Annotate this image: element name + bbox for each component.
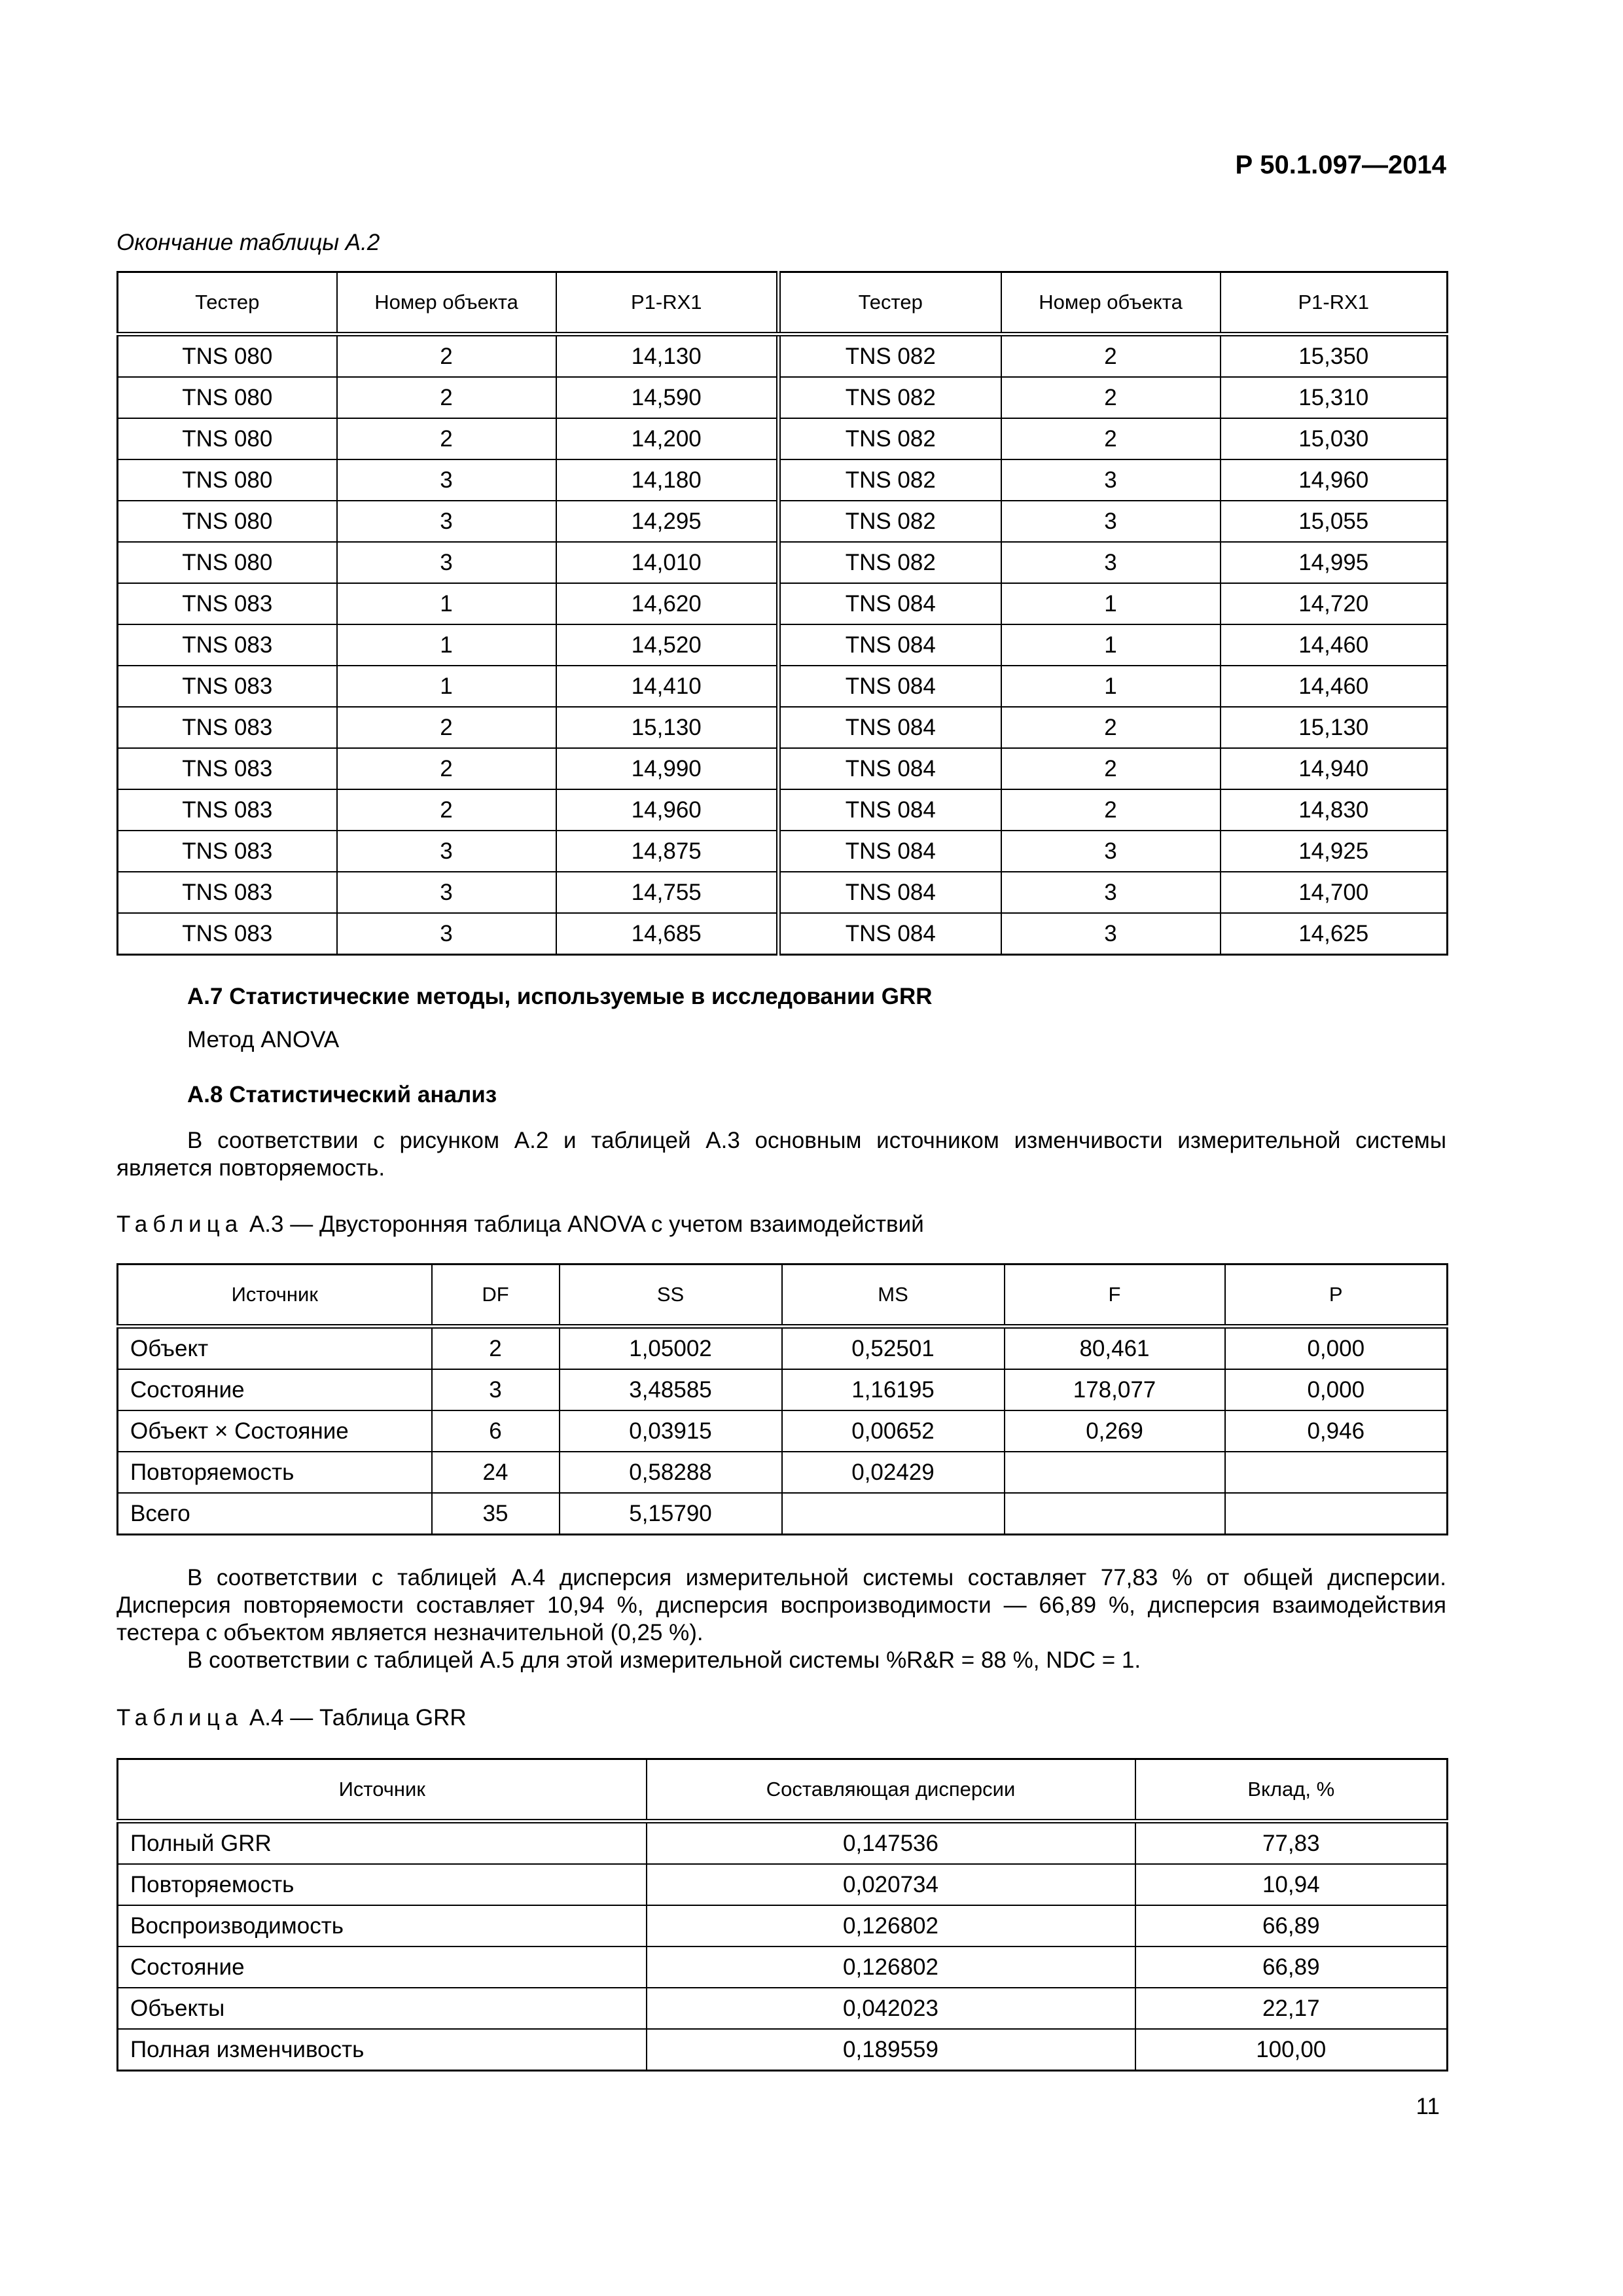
table-cell: 14,720 bbox=[1221, 583, 1448, 624]
table-row bbox=[118, 418, 1448, 459]
table-header-row bbox=[118, 1265, 1448, 1327]
table-row bbox=[118, 666, 1448, 707]
table-a4-caption-prefix: Таблица bbox=[116, 1705, 243, 1731]
table-cell: Состояние bbox=[118, 1946, 647, 1988]
table-cell: 14,620 bbox=[556, 583, 779, 624]
table-cell: 10,94 bbox=[1135, 1864, 1448, 1905]
column-header: Составляющая дисперсии bbox=[647, 1759, 1135, 1821]
table-row bbox=[118, 459, 1448, 501]
table-a4-caption-text: А.4 — Таблица GRR bbox=[243, 1705, 467, 1731]
table-cell: 14,685 bbox=[556, 913, 779, 955]
table-cell: TNS 083 bbox=[118, 707, 337, 748]
table-header-row bbox=[118, 272, 1448, 334]
table-cell: 3 bbox=[337, 459, 556, 501]
table-cell: TNS 083 bbox=[118, 666, 337, 707]
table-cell: 0,000 bbox=[1225, 1327, 1448, 1370]
table-cell: 3,48585 bbox=[560, 1369, 782, 1410]
table-cell: 5,15790 bbox=[560, 1493, 782, 1535]
table-cell: 0,000 bbox=[1225, 1369, 1448, 1410]
table-cell: 0,03915 bbox=[560, 1410, 782, 1452]
table-cell: 15,055 bbox=[1221, 501, 1448, 542]
table-cell: 6 bbox=[432, 1410, 560, 1452]
table-cell: TNS 084 bbox=[779, 707, 1001, 748]
table-cell: TNS 080 bbox=[118, 501, 337, 542]
table-cell: TNS 083 bbox=[118, 789, 337, 831]
table-a4 bbox=[116, 1758, 1448, 2072]
section-a8-heading: А.8 Статистический анализ bbox=[187, 1082, 497, 1107]
table-cell: 3 bbox=[1001, 831, 1221, 872]
table-cell: Всего bbox=[118, 1493, 432, 1535]
table-row bbox=[118, 748, 1448, 789]
column-header: Тестер bbox=[779, 272, 1001, 334]
table-cell: Полный GRR bbox=[118, 1821, 647, 1865]
table-cell: TNS 083 bbox=[118, 748, 337, 789]
table-cell: 77,83 bbox=[1135, 1821, 1448, 1865]
table-cell: 2 bbox=[337, 707, 556, 748]
table-cell: 35 bbox=[432, 1493, 560, 1535]
table-row bbox=[118, 1327, 1448, 1370]
column-header: Номер объекта bbox=[337, 272, 556, 334]
analysis-paragraphs bbox=[116, 1564, 1446, 1674]
table-row bbox=[118, 1988, 1448, 2029]
table-cell: 1 bbox=[1001, 583, 1221, 624]
table-cell: TNS 082 bbox=[779, 334, 1001, 378]
table-cell: 2 bbox=[1001, 418, 1221, 459]
table-cell: 14,925 bbox=[1221, 831, 1448, 872]
table-cell: 3 bbox=[337, 913, 556, 955]
table-cell: 22,17 bbox=[1135, 1988, 1448, 2029]
table-cell: Объекты bbox=[118, 1988, 647, 2029]
table-row bbox=[118, 1493, 1448, 1535]
table-cell: TNS 080 bbox=[118, 418, 337, 459]
table-a2-caption: Окончание таблицы А.2 bbox=[116, 230, 380, 255]
table-cell: TNS 084 bbox=[779, 748, 1001, 789]
document-code: Р 50.1.097—2014 bbox=[1235, 151, 1446, 179]
table-cell: 1,05002 bbox=[560, 1327, 782, 1370]
table-cell: Повторяемость bbox=[118, 1864, 647, 1905]
table-a4-caption bbox=[116, 1704, 467, 1732]
table-row bbox=[118, 377, 1448, 418]
table-cell: Полная изменчивость bbox=[118, 2029, 647, 2071]
table-row bbox=[118, 334, 1448, 378]
section-a7-text: Метод ANOVA bbox=[187, 1027, 340, 1052]
column-header: SS bbox=[560, 1265, 782, 1327]
table-a2 bbox=[116, 271, 1448, 956]
section-a8-paragraph-block bbox=[116, 1127, 1446, 1182]
table-cell: 14,830 bbox=[1221, 789, 1448, 831]
table-cell: 14,990 bbox=[556, 748, 779, 789]
table-cell bbox=[1225, 1452, 1448, 1493]
analysis-paragraph-2: В соответствии с таблицей А.5 для этой измерительной системы %R&R = 88 %, NDC = 1. bbox=[187, 1647, 1141, 1673]
column-header: Вклад, % bbox=[1135, 1759, 1448, 1821]
table-cell: 80,461 bbox=[1005, 1327, 1225, 1370]
table-cell: 14,460 bbox=[1221, 624, 1448, 666]
table-row bbox=[118, 1946, 1448, 1988]
table-cell: TNS 084 bbox=[779, 831, 1001, 872]
table-cell: 0,02429 bbox=[782, 1452, 1005, 1493]
column-header: P1-RX1 bbox=[556, 272, 779, 334]
table-cell: 2 bbox=[1001, 789, 1221, 831]
table-cell: 0,126802 bbox=[647, 1946, 1135, 1988]
table-row bbox=[118, 501, 1448, 542]
table-row bbox=[118, 1410, 1448, 1452]
table-row bbox=[118, 872, 1448, 913]
table-cell: TNS 083 bbox=[118, 872, 337, 913]
table-row bbox=[118, 1864, 1448, 1905]
table-cell: 0,126802 bbox=[647, 1905, 1135, 1946]
table-cell bbox=[782, 1493, 1005, 1535]
table-cell: 2 bbox=[432, 1327, 560, 1370]
section-a8-paragraph: В соответствии с рисунком А.2 и таблицей А.3 основным источником изменчивости измерительной системы является повторяемость. bbox=[116, 1128, 1446, 1181]
table-cell: 14,590 bbox=[556, 377, 779, 418]
table-cell: 1 bbox=[1001, 624, 1221, 666]
table-cell: TNS 080 bbox=[118, 377, 337, 418]
table-cell: TNS 084 bbox=[779, 624, 1001, 666]
table-cell: 2 bbox=[1001, 707, 1221, 748]
table-cell: 66,89 bbox=[1135, 1905, 1448, 1946]
table-cell: 0,52501 bbox=[782, 1327, 1005, 1370]
column-header: F bbox=[1005, 1265, 1225, 1327]
column-header: Тестер bbox=[118, 272, 337, 334]
table-cell: 2 bbox=[337, 377, 556, 418]
table-cell: 2 bbox=[1001, 334, 1221, 378]
table-cell: 0,189559 bbox=[647, 2029, 1135, 2071]
table-cell bbox=[1005, 1452, 1225, 1493]
section-a7-heading: А.7 Статистические методы, используемые в исследовании GRR bbox=[187, 984, 933, 1009]
column-header: DF bbox=[432, 1265, 560, 1327]
table-cell: 14,960 bbox=[556, 789, 779, 831]
table-cell: 3 bbox=[1001, 872, 1221, 913]
table-cell: 14,520 bbox=[556, 624, 779, 666]
table-cell: 1,16195 bbox=[782, 1369, 1005, 1410]
table-cell: 178,077 bbox=[1005, 1369, 1225, 1410]
table-cell: 2 bbox=[337, 334, 556, 378]
table-cell: TNS 084 bbox=[779, 872, 1001, 913]
table-a3 bbox=[116, 1263, 1448, 1535]
table-cell: 15,130 bbox=[556, 707, 779, 748]
table-a3-caption-prefix: Таблица bbox=[116, 1211, 243, 1237]
analysis-paragraph-1: В соответствии с таблицей А.4 дисперсия измерительной системы составляет 77,83 % от общей дисперсии. Дисперсия повторяемости составляет 10,94 %, дисперсия воспроизводимости — 66,89 %, дисперсия взаимодействия тестера с объектом является незначительной (0,25 %). bbox=[116, 1565, 1446, 1645]
column-header: Источник bbox=[118, 1759, 647, 1821]
table-cell bbox=[1005, 1493, 1225, 1535]
table-row bbox=[118, 1369, 1448, 1410]
table-row bbox=[118, 542, 1448, 583]
table-cell: 14,875 bbox=[556, 831, 779, 872]
table-cell: 0,042023 bbox=[647, 1988, 1135, 2029]
table-cell: Объект × Состояние bbox=[118, 1410, 432, 1452]
table-cell: 14,755 bbox=[556, 872, 779, 913]
column-header: MS bbox=[782, 1265, 1005, 1327]
table-cell: 3 bbox=[1001, 459, 1221, 501]
table-cell: TNS 083 bbox=[118, 583, 337, 624]
table-cell: 15,310 bbox=[1221, 377, 1448, 418]
table-cell: 0,147536 bbox=[647, 1821, 1135, 1865]
table-cell: 14,130 bbox=[556, 334, 779, 378]
table-cell: Объект bbox=[118, 1327, 432, 1370]
table-header-row bbox=[118, 1759, 1448, 1821]
table-cell: 15,030 bbox=[1221, 418, 1448, 459]
table-cell: 3 bbox=[1001, 913, 1221, 955]
table-cell: 14,625 bbox=[1221, 913, 1448, 955]
table-cell: 1 bbox=[337, 583, 556, 624]
table-cell: TNS 082 bbox=[779, 418, 1001, 459]
column-header: P1-RX1 bbox=[1221, 272, 1448, 334]
table-cell: 14,460 bbox=[1221, 666, 1448, 707]
table-cell: Воспроизводимость bbox=[118, 1905, 647, 1946]
table-cell: 100,00 bbox=[1135, 2029, 1448, 2071]
table-cell: 14,200 bbox=[556, 418, 779, 459]
table-row bbox=[118, 624, 1448, 666]
table-cell: TNS 083 bbox=[118, 831, 337, 872]
table-cell: 14,410 bbox=[556, 666, 779, 707]
table-cell: 1 bbox=[1001, 666, 1221, 707]
column-header: Источник bbox=[118, 1265, 432, 1327]
table-cell: 14,180 bbox=[556, 459, 779, 501]
table-cell: 14,295 bbox=[556, 501, 779, 542]
table-cell: 2 bbox=[337, 418, 556, 459]
table-cell bbox=[1225, 1493, 1448, 1535]
table-cell: 3 bbox=[337, 872, 556, 913]
table-cell: 14,010 bbox=[556, 542, 779, 583]
table-cell: 14,960 bbox=[1221, 459, 1448, 501]
table-cell: 14,995 bbox=[1221, 542, 1448, 583]
table-cell: 1 bbox=[337, 624, 556, 666]
table-cell: 0,269 bbox=[1005, 1410, 1225, 1452]
table-cell: TNS 084 bbox=[779, 583, 1001, 624]
table-cell: TNS 083 bbox=[118, 624, 337, 666]
table-cell: 3 bbox=[432, 1369, 560, 1410]
table-cell: 3 bbox=[337, 542, 556, 583]
table-cell: 15,350 bbox=[1221, 334, 1448, 378]
table-row bbox=[118, 789, 1448, 831]
table-cell: TNS 082 bbox=[779, 501, 1001, 542]
table-cell: 0,020734 bbox=[647, 1864, 1135, 1905]
table-cell: Повторяемость bbox=[118, 1452, 432, 1493]
table-a3-caption-text: А.3 — Двусторонняя таблица ANOVA с учетом взаимодействий bbox=[243, 1211, 924, 1237]
table-row bbox=[118, 583, 1448, 624]
table-cell: 2 bbox=[1001, 748, 1221, 789]
table-a3-caption bbox=[116, 1211, 924, 1238]
table-row bbox=[118, 913, 1448, 955]
table-row bbox=[118, 1452, 1448, 1493]
table-cell: 0,58288 bbox=[560, 1452, 782, 1493]
table-row bbox=[118, 831, 1448, 872]
table-row bbox=[118, 707, 1448, 748]
table-cell: 14,940 bbox=[1221, 748, 1448, 789]
table-cell: TNS 082 bbox=[779, 459, 1001, 501]
table-cell: 2 bbox=[337, 748, 556, 789]
table-cell: 1 bbox=[337, 666, 556, 707]
table-cell: 14,700 bbox=[1221, 872, 1448, 913]
table-cell: 15,130 bbox=[1221, 707, 1448, 748]
table-cell: 2 bbox=[1001, 377, 1221, 418]
table-cell: TNS 082 bbox=[779, 377, 1001, 418]
table-cell: 3 bbox=[1001, 501, 1221, 542]
column-header: Номер объекта bbox=[1001, 272, 1221, 334]
table-cell: TNS 083 bbox=[118, 913, 337, 955]
column-header: P bbox=[1225, 1265, 1448, 1327]
table-cell: TNS 080 bbox=[118, 459, 337, 501]
table-row bbox=[118, 2029, 1448, 2071]
table-cell: 0,00652 bbox=[782, 1410, 1005, 1452]
table-row bbox=[118, 1905, 1448, 1946]
table-cell: 2 bbox=[337, 789, 556, 831]
page-number: 11 bbox=[1416, 2094, 1440, 2119]
table-cell: TNS 084 bbox=[779, 789, 1001, 831]
table-cell: TNS 080 bbox=[118, 334, 337, 378]
table-cell: 0,946 bbox=[1225, 1410, 1448, 1452]
table-cell: TNS 080 bbox=[118, 542, 337, 583]
table-cell: 3 bbox=[337, 501, 556, 542]
table-cell: Состояние bbox=[118, 1369, 432, 1410]
table-cell: TNS 082 bbox=[779, 542, 1001, 583]
table-cell: TNS 084 bbox=[779, 666, 1001, 707]
table-cell: 66,89 bbox=[1135, 1946, 1448, 1988]
table-cell: 24 bbox=[432, 1452, 560, 1493]
table-row bbox=[118, 1821, 1448, 1865]
table-cell: 3 bbox=[1001, 542, 1221, 583]
table-cell: TNS 084 bbox=[779, 913, 1001, 955]
table-cell: 3 bbox=[337, 831, 556, 872]
